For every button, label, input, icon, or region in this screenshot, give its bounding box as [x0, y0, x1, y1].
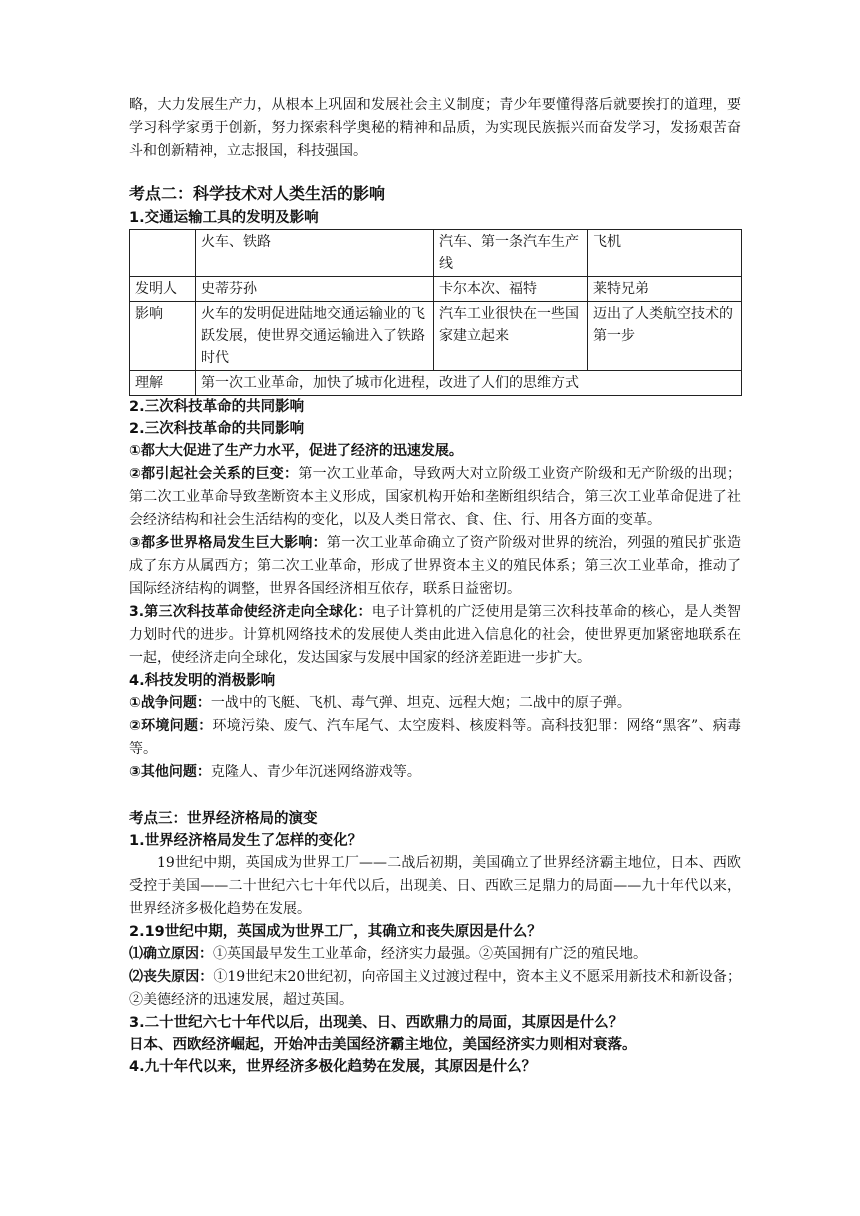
- answer-1: 19世纪中期，英国成为世界工厂——二战后初期，美国确立了世界经济霸主地位，日本、西欧受控于美国——二十世纪六七十年代以后，出现美、日、西欧三足鼎力的局面——九十年代以来，世界经济多极化趋势在发展。: [129, 855, 741, 917]
- table-cell: 火车的发明促进陆地交通运输业的飞跃发展，使世界交通运输进入了铁路时代: [196, 302, 434, 371]
- point-lead: ③其他问题：: [129, 764, 211, 780]
- question-2: 2.19世纪中期，英国成为世界工厂，其确立和丧失原因是什么？: [129, 924, 542, 940]
- section-title-3: 考点三：世界经济格局的演变: [129, 811, 318, 827]
- transport-table: [129, 229, 742, 396]
- question-1: 1.世界经济格局发生了怎样的变化？: [129, 833, 363, 849]
- subsection-title-transport: 1.交通运输工具的发明及影响: [129, 210, 319, 226]
- table-cell: 迈出了人类航空技术的第一步: [588, 302, 742, 371]
- point-text: 电子计算机的广泛使用是第三次科技革命的核心，是人类智力划时代的进步。计算机网络技术的发展使人类由此进入信息化的社会，使世界更加紧密地联系在一起，使经济走向全球化，发达国家与发展中国家的经济差距进一步扩大。: [129, 604, 742, 666]
- point-lead: ②环境问题：: [129, 718, 213, 734]
- table-row: [130, 277, 742, 302]
- table-cell: 史蒂芬孙: [196, 277, 434, 302]
- answer-3: 日本、西欧经济崛起，开始冲击美国经济霸主地位，美国经济实力则相对衰落。: [129, 1037, 637, 1053]
- negative-point-1: [129, 692, 741, 715]
- table-header-cell: 飞机: [588, 230, 742, 277]
- table-cell: 汽车工业很快在一些国家建立起来: [434, 302, 588, 371]
- point-text: 第一次工业革命确立了资产阶级对世界的统治，列强的殖民扩张造成了东方从属西方；第二次工业革命，形成了世界资本主义的殖民体系；第三次工业革命，推动了国际经济结构的调整，世界各国经济相互依存，联系日益密切。: [129, 535, 741, 597]
- spacer: [129, 784, 741, 808]
- table-cell: 第一次工业革命，加快了城市化进程，改进了人们的思维方式: [196, 371, 742, 396]
- table-header-cell: 火车、铁路: [196, 230, 434, 277]
- document-body: [129, 94, 741, 1078]
- impact-point-1: [129, 440, 741, 463]
- table-cell: 卡尔本次、福特: [434, 277, 588, 302]
- intro-paragraph: 略，大力发展生产力，从根本上巩固和发展社会主义制度；青少年要懂得落后就要挨打的道理，要学习科学家勇于创新，努力探索科学奥秘的精神和品质，为实现民族振兴而奋发学习，发扬艰苦奋斗和创新精神，立志报国，科技强国。: [129, 97, 741, 159]
- point-lead: ⑵丧失原因：: [129, 969, 214, 985]
- table-row: [130, 371, 742, 396]
- table-cell: 莱特兄弟: [588, 277, 742, 302]
- table-header-cell: 汽车、第一条汽车生产线: [434, 230, 588, 277]
- table-header-row: [130, 230, 742, 277]
- point-lead: 3.第三次科技革命使经济走向全球化：: [129, 604, 372, 620]
- spacer: [129, 163, 741, 181]
- impact-point-2: [129, 463, 741, 532]
- globalization-paragraph: [129, 601, 741, 670]
- point-text: 环境污染、废气、汽车尾气、太空废料、核废料等。高科技犯罪：网络“黑客”、病毒等。: [129, 718, 742, 757]
- section-title-2: 考点二：科学技术对人类生活的影响: [129, 184, 386, 203]
- table-row: [130, 302, 742, 371]
- question-4: 4.九十年代以来，世界经济多极化趋势在发展，其原因是什么？: [129, 1059, 537, 1075]
- point-lead: ⑴确立原因：: [129, 946, 213, 962]
- point-text: 一战中的飞艇、飞机、毒气弹、坦克、远程大炮；二战中的原子弹。: [210, 695, 631, 711]
- answer-2b: [129, 966, 741, 1012]
- subsection-title-negative: 4.科技发明的消极影响: [129, 673, 276, 689]
- table-header-cell: [130, 230, 196, 277]
- point-text: ①英国最早发生工业革命，经济实力最强。②英国拥有广泛的殖民地。: [213, 946, 647, 962]
- negative-point-2: [129, 715, 741, 761]
- point-lead: ①都大大促进了生产力水平，促进了经济的迅速发展。: [129, 443, 463, 459]
- point-lead: ②都引起社会关系的巨变：: [129, 466, 299, 482]
- question-3: 3.二十世纪六七十年代以后，出现美、日、西欧鼎力的局面，其原因是什么？: [129, 1015, 624, 1031]
- negative-point-3: [129, 761, 741, 784]
- subsection-title-revolutions: 2.三次科技革命的共同影响: [129, 399, 305, 415]
- point-text: ①19世纪末20世纪初，向帝国主义过渡过程中，资本主义不愿采用新技术和新设备；②美德经济的迅速发展，超过英国。: [129, 969, 741, 1008]
- point-lead: ③都多世界格局发生巨大影响：: [129, 535, 327, 551]
- answer-2a: [129, 943, 741, 966]
- point-lead: ①战争问题：: [129, 695, 211, 711]
- subsection-title-revolutions-repeat: 2.三次科技革命的共同影响: [129, 421, 305, 437]
- impact-point-3: [129, 532, 741, 601]
- table-row-label: 影响: [130, 302, 196, 371]
- table-row-label: 理解: [130, 371, 196, 396]
- table-row-label: 发明人: [130, 277, 196, 302]
- point-text: 克隆人、青少年沉迷网络游戏等。: [210, 764, 421, 780]
- point-text: 第一次工业革命，导致两大对立阶级工业资产阶级和无产阶级的出现；第二次工业革命导致垄断资本主义形成，国家机构开始和垄断组织结合，第三次工业革命促进了社会经济结构和社会生活结构的变化，以及人类日常衣、食、住、行、用各方面的变革。: [129, 466, 741, 528]
